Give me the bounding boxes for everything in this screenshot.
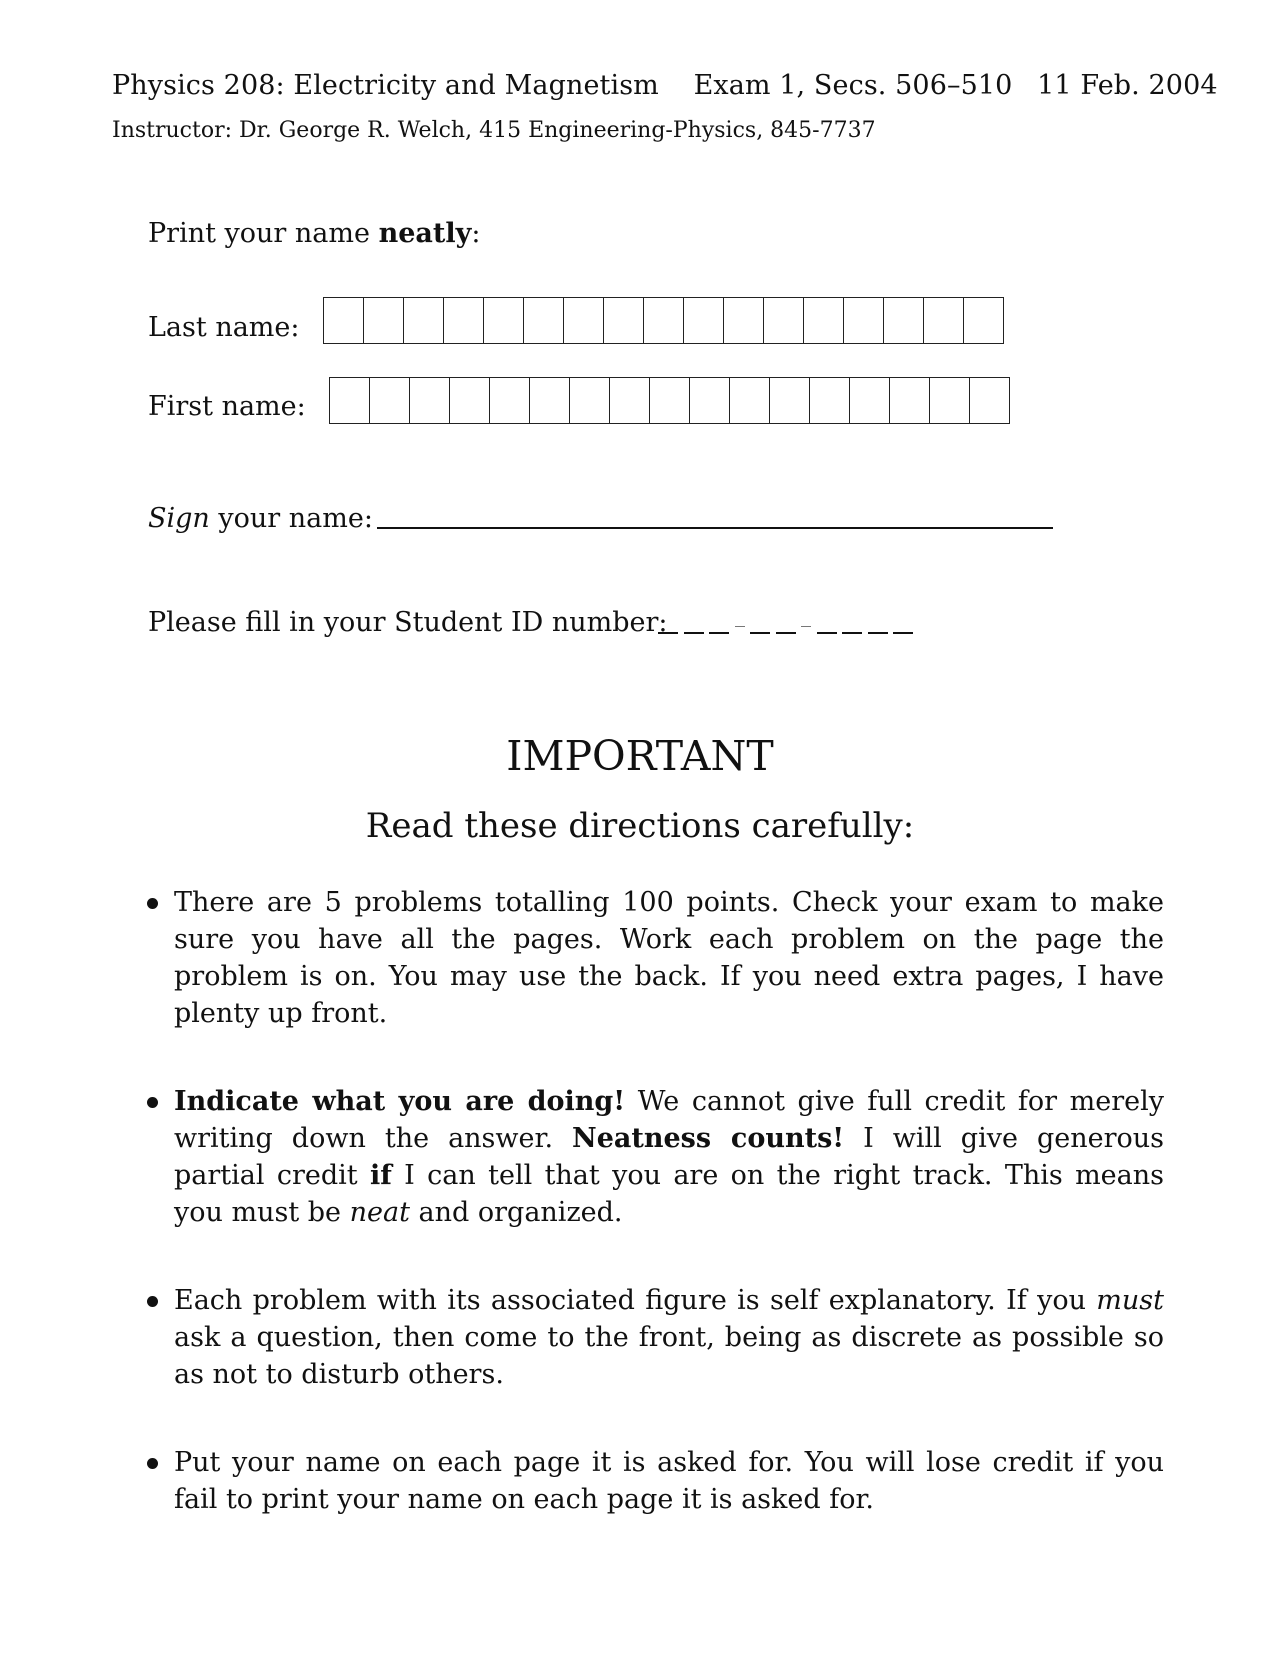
letter-box[interactable] xyxy=(924,297,964,344)
letter-box[interactable] xyxy=(930,377,970,424)
important-heading: IMPORTANT xyxy=(506,732,774,780)
id-digit-blank[interactable] xyxy=(709,632,729,634)
letter-box[interactable] xyxy=(570,377,610,424)
directions-subheading: Read these directions carefully: xyxy=(365,806,915,846)
letter-box[interactable] xyxy=(690,377,730,424)
letter-box[interactable] xyxy=(890,377,930,424)
id-digit-blank[interactable] xyxy=(776,632,796,634)
letter-box[interactable] xyxy=(444,297,484,344)
id-digit-blank[interactable] xyxy=(750,632,770,634)
letter-box[interactable] xyxy=(884,297,924,344)
letter-box[interactable] xyxy=(804,297,844,344)
letter-box[interactable] xyxy=(564,297,604,344)
id-digit-blank[interactable] xyxy=(868,632,888,634)
letter-box[interactable] xyxy=(964,297,1004,344)
course-title: Electricity and Magnetism xyxy=(293,70,659,101)
letter-box[interactable] xyxy=(844,297,884,344)
directions-list xyxy=(144,884,1164,1518)
id-separator-dash xyxy=(801,626,811,627)
print-name-prompt: Print your name neatly: xyxy=(148,218,481,249)
list-item: There are 5 problems totalling 100 points. Check your exam to make sure you have all the pages. Work each problem on the page the problem is on. You may use the back. If you need extra pages, I have plenty up front. xyxy=(144,884,1164,1032)
letter-box[interactable] xyxy=(604,297,644,344)
course-number: Physics 208: xyxy=(112,70,285,101)
neatly-emphasis: neatly xyxy=(378,218,472,249)
exam-section: Exam 1, Secs. 506–510 xyxy=(693,70,1013,101)
letter-box[interactable] xyxy=(324,297,364,344)
letter-box[interactable] xyxy=(764,297,804,344)
list-item: Put your name on each page it is asked for. You will lose credit if you fail to print your name on each page it is asked for. xyxy=(144,1444,1164,1518)
first-name-label: First name: xyxy=(148,391,306,422)
letter-box[interactable] xyxy=(404,297,444,344)
letter-box[interactable] xyxy=(530,377,570,424)
list-item: Indicate what you are doing! We cannot give full credit for merely writing down the answer. Neatness counts! I will give generous partial credit if I can tell that you are on the right track. This means you must be neat and organized. xyxy=(144,1083,1164,1231)
letter-box[interactable] xyxy=(364,297,404,344)
letter-box[interactable] xyxy=(610,377,650,424)
letter-box[interactable] xyxy=(410,377,450,424)
letter-box[interactable] xyxy=(330,377,370,424)
exam-header xyxy=(112,70,1218,101)
id-digit-blank[interactable] xyxy=(817,632,837,634)
exam-date: 11 Feb. 2004 xyxy=(1037,70,1218,101)
id-digit-blank[interactable] xyxy=(658,632,678,634)
last-name-boxes[interactable] xyxy=(323,297,1004,344)
id-digit-blank[interactable] xyxy=(893,632,913,634)
last-name-label: Last name: xyxy=(148,312,300,343)
letter-box[interactable] xyxy=(684,297,724,344)
letter-box[interactable] xyxy=(524,297,564,344)
letter-box[interactable] xyxy=(770,377,810,424)
id-digit-blank[interactable] xyxy=(684,632,704,634)
letter-box[interactable] xyxy=(490,377,530,424)
letter-box[interactable] xyxy=(724,297,764,344)
letter-box[interactable] xyxy=(970,377,1010,424)
letter-box[interactable] xyxy=(370,377,410,424)
list-item: Each problem with its associated figure is self explanatory. If you must ask a question, then come to the front, being as discrete as possible so as not to disturb others. xyxy=(144,1282,1164,1393)
letter-box[interactable] xyxy=(450,377,490,424)
letter-box[interactable] xyxy=(650,377,690,424)
student-id-label: Please fill in your Student ID number: xyxy=(148,607,668,638)
signature-label: Sign your name: xyxy=(148,503,373,534)
signature-line[interactable] xyxy=(377,527,1053,529)
letter-box[interactable] xyxy=(644,297,684,344)
first-name-boxes[interactable] xyxy=(329,377,1010,424)
letter-box[interactable] xyxy=(730,377,770,424)
instructor-line: Instructor: Dr. George R. Welch, 415 Engineering-Physics, 845-7737 xyxy=(112,118,876,143)
letter-box[interactable] xyxy=(850,377,890,424)
letter-box[interactable] xyxy=(484,297,524,344)
id-separator-dash xyxy=(735,626,745,627)
id-digit-blank[interactable] xyxy=(842,632,862,634)
letter-box[interactable] xyxy=(810,377,850,424)
